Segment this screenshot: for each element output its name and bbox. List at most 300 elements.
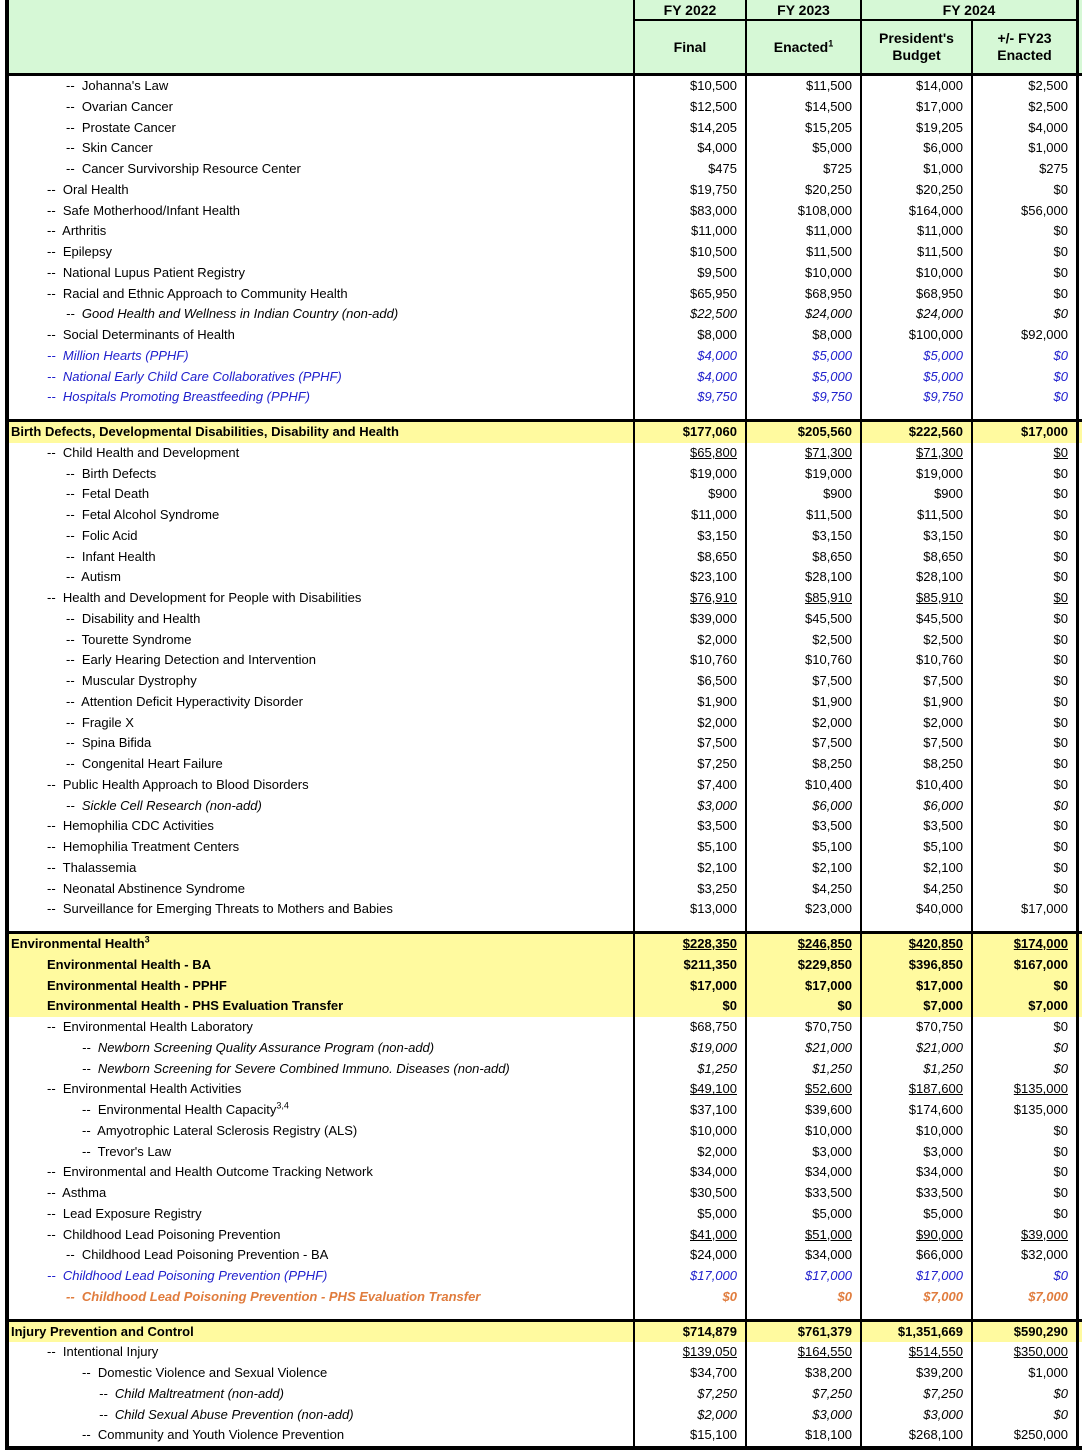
value-cell: $13,000 <box>635 899 747 920</box>
table-row <box>9 899 1082 920</box>
value-cell: $3,150 <box>635 526 747 547</box>
value-cell: $65,800 <box>635 443 747 464</box>
row-label: -- Sickle Cell Research (non-add) <box>9 796 635 817</box>
row-label: -- Environmental Health Capacity$^{3,4}$ <box>9 1100 635 1121</box>
value-cell: $19,000 <box>635 1038 747 1059</box>
value-cell: $0 <box>635 1287 747 1308</box>
value-cell: $1,000 <box>973 138 1079 159</box>
value-cell: $4,000 <box>635 367 747 388</box>
table-row <box>9 796 1082 817</box>
value-cell: $10,500 <box>635 242 747 263</box>
value-cell: $229,850 <box>747 955 862 976</box>
table-row <box>9 1017 1082 1038</box>
row-label: -- Child Health and Development <box>9 443 635 464</box>
value-cell: $761,379 <box>747 1322 862 1343</box>
table-row <box>9 733 1082 754</box>
section-title: Injury Prevention and Control <box>9 1322 635 1343</box>
value-cell: $0 <box>973 1142 1079 1163</box>
value-cell: $7,500 <box>747 671 862 692</box>
section-gap <box>9 1308 1082 1319</box>
value-cell: $9,750 <box>862 387 973 408</box>
table-row <box>9 1142 1082 1163</box>
row-label: -- Attention Deficit Hyperactivity Disorder <box>9 692 635 713</box>
value-cell: $68,950 <box>862 284 973 305</box>
row-label: -- Safe Motherhood/Infant Health <box>9 201 635 222</box>
value-cell: $4,250 <box>862 879 973 900</box>
value-cell: $7,250 <box>747 1384 862 1405</box>
value-cell: $21,000 <box>747 1038 862 1059</box>
table-row <box>9 775 1082 796</box>
value-cell: $10,000 <box>747 1121 862 1142</box>
value-cell: $1,000 <box>862 159 973 180</box>
value-cell: $8,650 <box>862 547 973 568</box>
value-cell: $17,000 <box>747 976 862 997</box>
value-cell: $7,250 <box>635 754 747 775</box>
value-cell: $0 <box>973 671 1079 692</box>
value-cell: $10,000 <box>862 263 973 284</box>
value-cell: $68,950 <box>747 284 862 305</box>
row-label: -- Hemophilia Treatment Centers <box>9 837 635 858</box>
table-row <box>9 1225 1082 1246</box>
value-cell: $0 <box>973 1384 1079 1405</box>
row-label: -- Folic Acid <box>9 526 635 547</box>
value-cell: $1,250 <box>862 1059 973 1080</box>
value-cell: $15,205 <box>747 118 862 139</box>
table-row <box>9 1121 1082 1142</box>
value-cell: $0 <box>973 387 1079 408</box>
table-row <box>9 201 1082 222</box>
value-cell: $0 <box>973 1183 1079 1204</box>
table-row <box>9 1384 1082 1405</box>
value-cell: $45,500 <box>862 609 973 630</box>
value-cell: $211,350 <box>635 955 747 976</box>
value-cell: $725 <box>747 159 862 180</box>
value-cell: $0 <box>973 547 1079 568</box>
value-cell: $222,560 <box>862 422 973 443</box>
value-cell: $32,000 <box>973 1245 1079 1266</box>
value-cell: $174,000 <box>973 934 1079 955</box>
value-cell: $33,500 <box>862 1183 973 1204</box>
table-row <box>9 1405 1082 1426</box>
value-cell: $4,250 <box>747 879 862 900</box>
value-cell: $7,500 <box>747 733 862 754</box>
value-cell: $268,100 <box>862 1425 973 1446</box>
row-label: -- Skin Cancer <box>9 138 635 159</box>
gap-cell <box>973 1308 1079 1319</box>
value-cell: $7,250 <box>862 1384 973 1405</box>
value-cell: $0 <box>973 837 1079 858</box>
value-cell: $17,000 <box>973 422 1079 443</box>
value-cell: $28,100 <box>862 567 973 588</box>
value-cell: $420,850 <box>862 934 973 955</box>
row-label: -- Tourette Syndrome <box>9 630 635 651</box>
value-cell: $39,000 <box>973 1225 1079 1246</box>
value-cell: $68,750 <box>635 1017 747 1038</box>
col-header-fy2023: FY 2023 <box>747 0 862 21</box>
table-row <box>9 1363 1082 1384</box>
row-label: -- Trevor's Law <box>9 1142 635 1163</box>
value-cell: $21,000 <box>862 1038 973 1059</box>
value-cell: $3,000 <box>747 1405 862 1426</box>
value-cell: $2,000 <box>635 1405 747 1426</box>
value-cell: $0 <box>973 346 1079 367</box>
gap-cell <box>747 408 862 419</box>
value-cell: $66,000 <box>862 1245 973 1266</box>
col-header-fy2024: FY 2024 <box>862 0 1079 21</box>
value-cell: $10,000 <box>862 1121 973 1142</box>
value-cell: $7,000 <box>973 996 1079 1017</box>
value-cell: $2,000 <box>635 713 747 734</box>
table-header <box>9 0 1082 73</box>
value-cell: $3,000 <box>747 1142 862 1163</box>
table-row <box>9 180 1082 201</box>
row-label: -- Fetal Alcohol Syndrome <box>9 505 635 526</box>
table-row <box>9 1204 1082 1225</box>
table-row <box>9 1059 1082 1080</box>
table-row <box>9 996 1082 1017</box>
row-label: -- Intentional Injury <box>9 1342 635 1363</box>
table-row <box>9 263 1082 284</box>
table-row <box>9 464 1082 485</box>
value-cell: $8,000 <box>747 325 862 346</box>
row-label: -- Asthma <box>9 1183 635 1204</box>
table-row <box>9 976 1082 997</box>
row-label: -- Arthritis <box>9 221 635 242</box>
value-cell: $275 <box>973 159 1079 180</box>
row-label: -- Community and Youth Violence Prevention <box>9 1425 635 1446</box>
value-cell: $2,000 <box>635 630 747 651</box>
value-cell: $1,900 <box>747 692 862 713</box>
value-cell: $11,500 <box>862 505 973 526</box>
value-cell: $17,000 <box>635 976 747 997</box>
row-label: -- Hemophilia CDC Activities <box>9 816 635 837</box>
value-cell: $34,700 <box>635 1363 747 1384</box>
value-cell: $3,150 <box>862 526 973 547</box>
value-cell: $0 <box>973 284 1079 305</box>
value-cell: $14,205 <box>635 118 747 139</box>
row-label: -- Johanna's Law <box>9 76 635 97</box>
gap-cell <box>635 1308 747 1319</box>
value-cell: $85,910 <box>747 588 862 609</box>
value-cell: $39,200 <box>862 1363 973 1384</box>
row-label: -- Child Maltreatment (non-add) <box>9 1384 635 1405</box>
value-cell: $8,000 <box>635 325 747 346</box>
table-row <box>9 1245 1082 1266</box>
gap-cell <box>9 1308 635 1319</box>
table-row <box>9 671 1082 692</box>
row-label: -- Childhood Lead Poisoning Prevention <box>9 1225 635 1246</box>
value-cell: $2,000 <box>747 713 862 734</box>
value-cell: $5,000 <box>862 346 973 367</box>
table-row <box>9 325 1082 346</box>
row-label: -- Domestic Violence and Sexual Violence <box>9 1363 635 1384</box>
col-subheader-plusminus-fy23: +/- FY23 Enacted <box>973 21 1079 73</box>
value-cell: $71,300 <box>862 443 973 464</box>
table-row <box>9 1079 1082 1100</box>
row-label: -- Environmental Health Activities <box>9 1079 635 1100</box>
section-header-row <box>9 934 1082 955</box>
value-cell: $15,100 <box>635 1425 747 1446</box>
value-cell: $30,500 <box>635 1183 747 1204</box>
gap-cell <box>862 920 973 931</box>
value-cell: $23,000 <box>747 899 862 920</box>
row-label: -- Disability and Health <box>9 609 635 630</box>
value-cell: $475 <box>635 159 747 180</box>
value-cell: $17,000 <box>862 976 973 997</box>
value-cell: $5,100 <box>862 837 973 858</box>
value-cell: $23,100 <box>635 567 747 588</box>
row-label: -- Child Sexual Abuse Prevention (non-add) <box>9 1405 635 1426</box>
row-label: -- Social Determinants of Health <box>9 325 635 346</box>
value-cell: $11,000 <box>747 221 862 242</box>
value-cell: $0 <box>973 879 1079 900</box>
value-cell: $6,000 <box>747 796 862 817</box>
value-cell: $8,650 <box>747 547 862 568</box>
value-cell: $11,500 <box>747 242 862 263</box>
table-row <box>9 837 1082 858</box>
value-cell: $3,150 <box>747 526 862 547</box>
value-cell: $19,000 <box>635 464 747 485</box>
row-label: -- Fragile X <box>9 713 635 734</box>
value-cell: $2,000 <box>635 1142 747 1163</box>
value-cell: $18,100 <box>747 1425 862 1446</box>
section-gap <box>9 408 1082 419</box>
value-cell: $10,000 <box>747 263 862 284</box>
row-label: -- Infant Health <box>9 547 635 568</box>
value-cell: $10,400 <box>747 775 862 796</box>
value-cell: $3,000 <box>862 1142 973 1163</box>
table-row <box>9 242 1082 263</box>
value-cell: $139,050 <box>635 1342 747 1363</box>
row-label: Environmental Health - PPHF <box>9 976 635 997</box>
value-cell: $19,000 <box>862 464 973 485</box>
value-cell: $174,600 <box>862 1100 973 1121</box>
value-cell: $52,600 <box>747 1079 862 1100</box>
value-cell: $34,000 <box>747 1245 862 1266</box>
row-label: -- Surveillance for Emerging Threats to Mothers and Babies <box>9 899 635 920</box>
row-label: -- Childhood Lead Poisoning Prevention - BA <box>9 1245 635 1266</box>
section-title: Environmental Health$^3$ <box>9 934 635 955</box>
row-label: -- National Lupus Patient Registry <box>9 263 635 284</box>
value-cell: $41,000 <box>635 1225 747 1246</box>
value-cell: $0 <box>973 976 1079 997</box>
value-cell: $12,500 <box>635 97 747 118</box>
gap-cell <box>9 408 635 419</box>
value-cell: $0 <box>973 443 1079 464</box>
value-cell: $164,550 <box>747 1342 862 1363</box>
value-cell: $900 <box>747 484 862 505</box>
footnote-marker: 3,4 <box>276 1100 289 1111</box>
value-cell: $8,650 <box>635 547 747 568</box>
value-cell: $19,000 <box>747 464 862 485</box>
table-row <box>9 567 1082 588</box>
value-cell: $17,000 <box>747 1266 862 1287</box>
value-cell: $246,850 <box>747 934 862 955</box>
table-row <box>9 367 1082 388</box>
row-label: -- Spina Bifida <box>9 733 635 754</box>
value-cell: $3,500 <box>747 816 862 837</box>
value-cell: $11,000 <box>635 505 747 526</box>
value-cell: $11,000 <box>862 221 973 242</box>
value-cell: $37,100 <box>635 1100 747 1121</box>
value-cell: $900 <box>862 484 973 505</box>
value-cell: $20,250 <box>747 180 862 201</box>
row-label: -- Hospitals Promoting Breastfeeding (PPHF) <box>9 387 635 408</box>
table-row <box>9 387 1082 408</box>
table-row <box>9 547 1082 568</box>
value-cell: $0 <box>747 1287 862 1308</box>
value-cell: $900 <box>635 484 747 505</box>
value-cell: $5,000 <box>747 346 862 367</box>
value-cell: $714,879 <box>635 1322 747 1343</box>
value-cell: $7,400 <box>635 775 747 796</box>
value-cell: $92,000 <box>973 325 1079 346</box>
value-cell: $33,500 <box>747 1183 862 1204</box>
table-row <box>9 858 1082 879</box>
table-row <box>9 588 1082 609</box>
row-label: -- Autism <box>9 567 635 588</box>
value-cell: $34,000 <box>635 1162 747 1183</box>
gap-cell <box>9 920 635 931</box>
value-cell: $34,000 <box>747 1162 862 1183</box>
value-cell: $65,950 <box>635 284 747 305</box>
value-cell: $164,000 <box>862 201 973 222</box>
row-label: Environmental Health - PHS Evaluation Transfer <box>9 996 635 1017</box>
value-cell: $0 <box>973 796 1079 817</box>
value-cell: $9,750 <box>747 387 862 408</box>
value-cell: $19,205 <box>862 118 973 139</box>
value-cell: $10,760 <box>747 650 862 671</box>
table-row <box>9 1425 1082 1446</box>
table-row <box>9 609 1082 630</box>
value-cell: $0 <box>973 1059 1079 1080</box>
row-label: -- Early Hearing Detection and Intervention <box>9 650 635 671</box>
row-label: -- Public Health Approach to Blood Disorders <box>9 775 635 796</box>
value-cell: $34,000 <box>862 1162 973 1183</box>
value-cell: $70,750 <box>862 1017 973 1038</box>
value-cell: $11,500 <box>747 505 862 526</box>
row-label: -- Newborn Screening for Severe Combined Immuno. Diseases (non-add) <box>9 1059 635 1080</box>
row-label: -- Prostate Cancer <box>9 118 635 139</box>
row-label: -- Epilepsy <box>9 242 635 263</box>
section-header-row <box>9 1322 1082 1343</box>
value-cell: $0 <box>635 996 747 1017</box>
section-title: Birth Defects, Developmental Disabilities, Disability and Health <box>9 422 635 443</box>
value-cell: $0 <box>973 180 1079 201</box>
value-cell: $40,000 <box>862 899 973 920</box>
row-label: -- Neonatal Abstinence Syndrome <box>9 879 635 900</box>
value-cell: $0 <box>973 650 1079 671</box>
value-cell: $5,000 <box>747 367 862 388</box>
value-cell: $0 <box>973 1017 1079 1038</box>
value-cell: $39,600 <box>747 1100 862 1121</box>
value-cell: $17,000 <box>973 899 1079 920</box>
value-cell: $71,300 <box>747 443 862 464</box>
table-row <box>9 754 1082 775</box>
value-cell: $39,000 <box>635 609 747 630</box>
value-cell: $0 <box>973 304 1079 325</box>
value-cell: $19,750 <box>635 180 747 201</box>
value-cell: $7,000 <box>862 996 973 1017</box>
value-cell: $2,500 <box>973 97 1079 118</box>
value-cell: $4,000 <box>635 138 747 159</box>
table-row <box>9 159 1082 180</box>
value-cell: $45,500 <box>747 609 862 630</box>
col-subheader-presidents-budget: President's Budget <box>862 21 973 73</box>
value-cell: $0 <box>973 1266 1079 1287</box>
value-cell: $14,000 <box>862 76 973 97</box>
value-cell: $11,000 <box>635 221 747 242</box>
value-cell: $135,000 <box>973 1079 1079 1100</box>
value-cell: $4,000 <box>973 118 1079 139</box>
gap-cell <box>973 408 1079 419</box>
value-cell: $7,250 <box>635 1384 747 1405</box>
row-label: -- Birth Defects <box>9 464 635 485</box>
value-cell: $38,200 <box>747 1363 862 1384</box>
value-cell: $5,000 <box>862 1204 973 1225</box>
section-header-row <box>9 422 1082 443</box>
value-cell: $5,000 <box>635 1204 747 1225</box>
row-label: -- Thalassemia <box>9 858 635 879</box>
value-cell: $10,400 <box>862 775 973 796</box>
value-cell: $1,900 <box>862 692 973 713</box>
value-cell: $56,000 <box>973 201 1079 222</box>
value-cell: $10,760 <box>635 650 747 671</box>
value-cell: $10,000 <box>635 1121 747 1142</box>
value-cell: $17,000 <box>635 1266 747 1287</box>
table-row <box>9 505 1082 526</box>
value-cell: $22,500 <box>635 304 747 325</box>
value-cell: $3,500 <box>635 816 747 837</box>
table-row <box>9 1342 1082 1363</box>
row-label: -- Million Hearts (PPHF) <box>9 346 635 367</box>
table-row <box>9 221 1082 242</box>
value-cell: $14,500 <box>747 97 862 118</box>
row-label: -- Amyotrophic Lateral Sclerosis Registry (ALS) <box>9 1121 635 1142</box>
value-cell: $8,250 <box>747 754 862 775</box>
table-row <box>9 484 1082 505</box>
value-cell: $514,550 <box>862 1342 973 1363</box>
value-cell: $5,000 <box>862 367 973 388</box>
row-label: -- Muscular Dystrophy <box>9 671 635 692</box>
value-cell: $1,351,669 <box>862 1322 973 1343</box>
value-cell: $10,760 <box>862 650 973 671</box>
value-cell: $0 <box>973 1038 1079 1059</box>
gap-cell <box>635 408 747 419</box>
table-row <box>9 692 1082 713</box>
value-cell: $2,500 <box>747 630 862 651</box>
table-row <box>9 97 1082 118</box>
value-cell: $396,850 <box>862 955 973 976</box>
value-cell: $24,000 <box>862 304 973 325</box>
value-cell: $90,000 <box>862 1225 973 1246</box>
value-cell: $0 <box>973 1162 1079 1183</box>
row-label: -- Cancer Survivorship Resource Center <box>9 159 635 180</box>
value-cell: $167,000 <box>973 955 1079 976</box>
value-cell: $100,000 <box>862 325 973 346</box>
table-row <box>9 526 1082 547</box>
footnote-marker: 1 <box>828 38 834 49</box>
value-cell: $228,350 <box>635 934 747 955</box>
table-row <box>9 1287 1082 1308</box>
value-cell: $7,500 <box>635 733 747 754</box>
value-cell: $0 <box>973 754 1079 775</box>
table-row <box>9 138 1082 159</box>
gap-cell <box>635 920 747 931</box>
value-cell: $0 <box>973 588 1079 609</box>
value-cell: $2,100 <box>635 858 747 879</box>
table-row <box>9 1100 1082 1121</box>
